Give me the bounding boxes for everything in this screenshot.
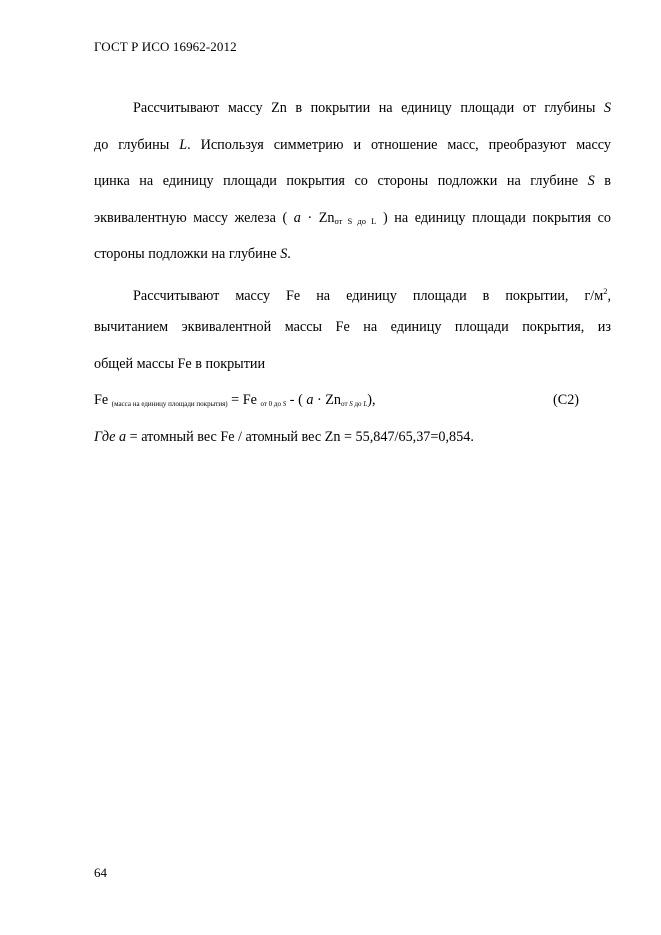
text-line: Рассчитывают массу Fe на единицу площади в покрытии, $г/м^2$, xyxy=(133,285,611,304)
text-line: до глубины L. Используя симметрию и отношение масс, преобразуют массу xyxy=(94,136,611,153)
page-number: 64 xyxy=(94,865,107,880)
paragraph-fe-mass xyxy=(94,273,611,383)
paragraph-zn-mass xyxy=(94,90,611,273)
text-line: эквивалентную массу железа ( a · Znот S до L ) на единицу площади покрытия со xyxy=(94,209,611,226)
definition-line: Где a = атомный вес Fe / атомный вес Zn = 55,847/65,37=0,854. xyxy=(94,428,474,445)
text-line: вычитанием эквивалентной массы Fe на единицу площади покрытия, из xyxy=(94,319,611,335)
document-body xyxy=(94,90,611,455)
formula-c2: Fe (масса на единицу площади покрытия) = Fe от 0 до S - ( a · Znот S до L), (С2) xyxy=(94,382,611,419)
text-line: Рассчитывают массу Zn в покрытии на единицу площади от глубины S xyxy=(133,100,611,116)
text-line: стороны подложки на глубине S. xyxy=(94,246,291,262)
text-line: цинка на единицу площади покрытия со стороны подложки на глубине S в xyxy=(94,173,611,189)
document-header: ГОСТ Р ИСО 16962-2012 xyxy=(94,39,237,54)
equation-number: (С2) xyxy=(553,392,580,408)
text-line: общей массы Fe в покрытии xyxy=(94,355,266,372)
